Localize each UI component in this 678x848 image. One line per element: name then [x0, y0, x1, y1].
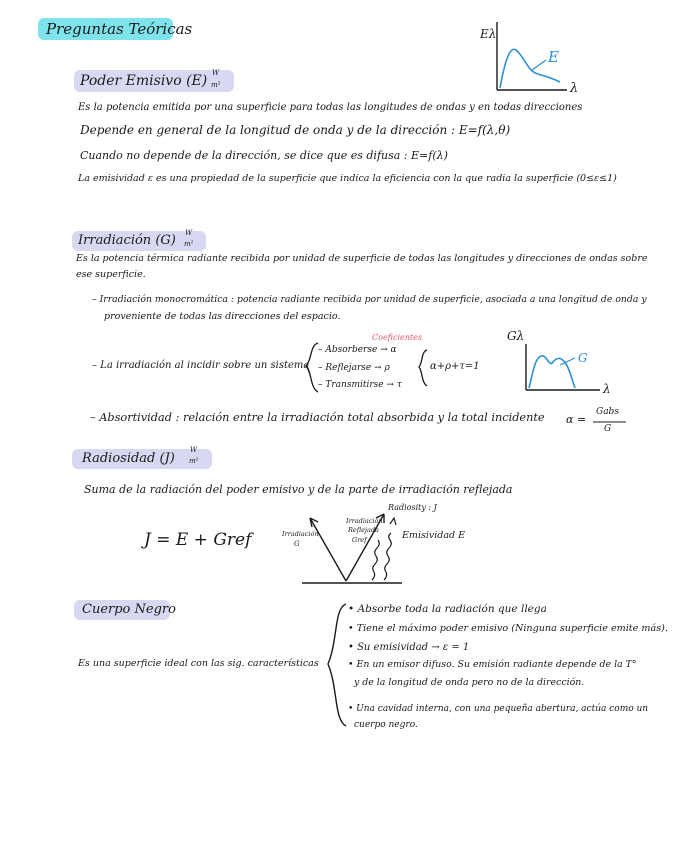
absorberse-item: – Absorberse → α — [318, 345, 397, 355]
irradiation-graph-y-label: Gλ — [507, 329, 525, 343]
poder-line-2: Depende en general de la longitud de onda y de la dirección : E=f(λ,θ) — [80, 123, 511, 137]
irradiation-graph-x-label: λ — [603, 382, 611, 396]
radiosidad-heading: Radiosidad (J) — [82, 451, 175, 466]
cuerpo-bullet-4a: • En un emisor difuso. Su emisión radiante depende de la T° — [348, 659, 637, 670]
irradiacion-unit-den: m² — [184, 240, 194, 248]
irradiacion-heading: Irradiación (G) — [78, 233, 176, 248]
fraction-denominator: G — [604, 424, 612, 434]
absortividad-line: – Absortividad : relación entre la irradiación total absorbida y la total incidente — [90, 411, 545, 424]
radiosidad-unit-num: W — [190, 446, 198, 454]
fraction-numerator: Gabs — [596, 407, 619, 417]
reflejarse-item: – Reflejarse → ρ — [318, 363, 390, 373]
cuerpo-bullet-5b: cuerpo negro. — [354, 720, 418, 730]
emissive-graph-y-label: Eλ — [480, 27, 497, 41]
coeficientes-label: Coeficientes — [372, 333, 422, 342]
diagram-irradiacion-label: Irradiación — [282, 530, 319, 538]
poder-unit-den: m² — [211, 81, 221, 89]
poder-unit-num: W — [212, 69, 220, 77]
cuerpo-bullet-4b: y de la longitud de onda pero no de la dirección. — [354, 677, 585, 688]
diagram-reflejada-2: Reflejada — [348, 526, 379, 534]
cuerpo-negro-intro: Es una superficie ideal con las sig. características — [78, 658, 319, 669]
irradiacion-line-1: Es la potencia térmica radiante recibida por unidad de superficie de todas las longitudes y direcciones de ondas sobre — [76, 253, 648, 264]
poder-emisivo-heading: Poder Emisivo (E) — [80, 73, 208, 89]
cuerpo-bullet-2: • Tiene el máximo poder emisivo (Ninguna superficie emite más). — [348, 623, 668, 634]
cuerpo-bullet-1: • Absorbe toda la radiación que llega — [348, 603, 547, 615]
poder-line-4: La emisividad ε es una propiedad de la superficie que indica la eficiencia con la que radia la superficie (0≤ε≤1) — [78, 173, 617, 184]
emissive-graph-x-label: λ — [570, 81, 579, 96]
suma-coeficientes: α+ρ+τ=1 — [430, 361, 480, 372]
cuerpo-bullet-3: • Su emisividad → ε = 1 — [348, 642, 470, 653]
irradiacion-sistema: – La irradiación al incidir sobre un sistema — [92, 360, 310, 371]
cuerpo-bullet-5a: • Una cavidad interna, con una pequeña abertura, actúa como un — [348, 704, 649, 714]
diagram-irradiacion-g: G — [294, 540, 300, 548]
irradiacion-unit-num: W — [185, 229, 193, 237]
brace-cuerpo-negro — [328, 604, 346, 726]
poder-line-1: Es la potencia emitida por una superficie para todas las longitudes de ondas y en todas direcciones — [78, 102, 583, 113]
diagram-emisividad-label: Emisividad E — [402, 530, 466, 541]
transmitirse-item: – Transmitirse → τ — [318, 380, 402, 390]
radiosidad-unit-den: m² — [189, 457, 199, 465]
brace-right-irradiation — [419, 350, 427, 386]
radiosidad-equation: J = E + Gref — [144, 530, 252, 550]
diagram-reflejada-1: Irradiación — [346, 517, 383, 525]
cuerpo-negro-heading: Cuerpo Negro — [82, 602, 176, 617]
irradiacion-mono-1: – Irradiación monocromática : potencia radiante recibida por unidad de superficie, asociada a una longitud de onda y — [92, 294, 647, 305]
radiosidad-line-1: Suma de la radiación del poder emisivo y de la parte de irradiación reflejada — [84, 483, 513, 496]
irradiacion-line-1b: ese superficie. — [76, 269, 146, 280]
poder-line-3: Cuando no depende de la dirección, se dice que es difusa : E=f(λ) — [80, 149, 448, 162]
emissive-graph-curve-label: E — [548, 48, 559, 66]
diagram-radiosity-label: Radiosity : J — [388, 503, 437, 512]
alpha-equals: α = — [566, 413, 587, 426]
page-title: Preguntas Teóricas — [46, 20, 193, 38]
diagram-reflejada-3: Gref — [352, 536, 367, 544]
irradiacion-mono-2: proveniente de todas las direcciones del espacio. — [104, 311, 341, 322]
irradiation-graph-curve-label: G — [578, 351, 588, 365]
